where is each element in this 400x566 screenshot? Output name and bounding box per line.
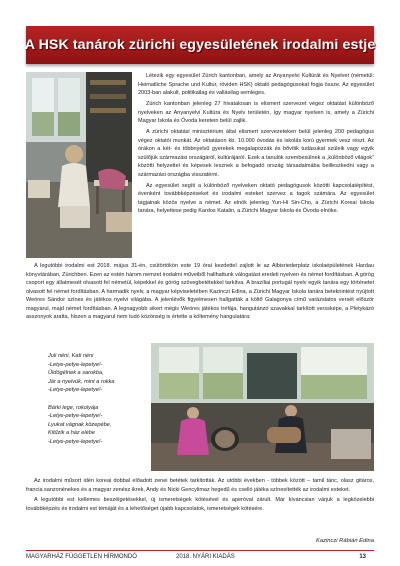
poem-excerpt (48, 352, 148, 447)
poem-line: Kitűzik a ház elébe (48, 430, 95, 437)
article-title-banner (26, 26, 374, 64)
page-footer (26, 550, 374, 563)
paragraph: A zürichi oktatási minisztérium által elismert szervezeteken belül jelenleg 200 pedagógus végez oktatói munkát. Az oktatáson kb. 10.000 óvodás és iskolás korú gyermek vesz részt. Az órákon a két- és többnyelvű gyerekek megalapozzák és bővítik tudásukat szüleik vagy egyik szülőjük származási országáról, kultúrájáról. Ezek a tanulók szembesülnek a „különböző világok” közötti helyzettel és képesek lesznek a befogadó ország társadalmába beilleszkedni vagy a származási országba visszatérni. (138, 129, 374, 178)
full-width-text (26, 262, 374, 322)
poem-line: -Letye-petye-lepetye!- (48, 387, 103, 394)
paragraph: Az irodalmi műsort idén koreai dobbal előadott zenei betétek tarkították. Az utóbbi években - többek között – tamil tánc, olasz gitáros, francia sanzonénekes és a magyar zenész ikrek, Andy és Nicki Gencylimaz hegedű és cselló játéka színesítették az irodalmi esteket. (26, 478, 374, 493)
poem-line: -Letye-petye-lepetye!- (48, 361, 103, 368)
poem-line: Bárki lege, rokolyája (48, 404, 99, 411)
poem-line: Jár a nyelvük, mint a rokka (48, 378, 115, 385)
author-signature: Kazinczi Rábián Edina (315, 538, 374, 544)
poem-stanza-gap (48, 395, 148, 404)
paragraph: Létezik egy egyesület Zürich kantonban, amely az Anyanyelvi Kultúrát és Nyelvet (németül: Heimatliche Sprache und Kultur, röviden HSK) oktató pedagógusokat fogja össze. Az egyesület 2003-ban alakult, politikailag és vallásilag semleges. (138, 73, 374, 96)
poem-line: Juli néni, Kati néni (48, 353, 94, 359)
paragraph: Zürich kantonban jelenleg 27 hivatalosan is elismert szervezet végez oktatást különböző nyelveken az Anyanyelvi Kultúra és Nyelv területén, így magyar nyelven is, amely a Zürichi Magyar Iskola és Óvoda keretein belül zajlik. (138, 101, 374, 124)
poem-line: Lyukat vágnak közepébe, (48, 421, 112, 428)
poem-line: Üldögélnek a sarokba, (48, 370, 104, 377)
poem-line: -Letye-petye-lepetye!- (48, 438, 103, 445)
page-number: 13 (359, 554, 366, 560)
photo-drum-performance (151, 343, 374, 471)
article-title: A HSK tanárok zürichi egyesületének irodalmi estje (24, 37, 376, 53)
photo-reading-woman (26, 72, 132, 258)
paragraph: A legutóbbi est kellemes beszélgetésekkel, új ismeretségek kötésével és aperóval zárult. Már kíváncsian várjuk a legközelebbi továbbképzés és irodalmi est témáját és a lehetőséget újabb kapcsolatok, ismeretségek kötésére. (26, 497, 374, 512)
paragraph: Az egyesület segíti a különböző nyelveken oktató pedagógusok közötti kapcsolatépítést, évenként továbbképzéseket és irodalmi esteket szervez a tagok számára. Az egyesület tagjainak közös nyelve a német. Az elnök jelenleg Yun-Hi Sin-Cho, a Zürichi Koreai Iskola tanára, helyettese pedig Kardos Katalin, a Zürichi Magyar Iskola és Óvoda elnöke. (138, 182, 374, 214)
issue-label: 2018. NYÁRI KIADÁS (176, 554, 235, 560)
paragraph: A legutóbbi irodalmi est 2018. május 31-én, csütörtökön este 19 órai kezdettel zajlott le az Albisriederplatz iskolaépületének Hardau könyvtárában, Zürichben. Ezen az estén három nemzet irodalmi műveiből hallhattunk válogatást eredeti nyelven és német fordításban. A görög csoport egy állatmesét olvasott fel németül, képekkel és görög szövegbetétekkel tarkítva. A brazíliai portugál nyelv egyik tanára egy történetet olvasott fel német fordításban. A harmadik nyelv, a magyar képviseletében Kazinczi Edina, a Zürichi Magyar Iskola tanára beteknintést nyújtott Weöres Sándor színes és játékos nyelvi világába. A jelenlévők figyelmesen hallgatták a költő Galagonya című varázslatos versét először magyarul, majd német fordításban. A legnagyobb sikert mégis Weöres játékos tréfája, hangutánzó szavakkal tarkított verssképe, a Pletykázó asszonyok aratta, hiszen a magyarul nem tudó közönség is értette a költemény hangulatára: (26, 263, 374, 320)
poem-line: -Letye-petye-lepetye!- (48, 413, 103, 420)
closing-text (26, 477, 374, 515)
right-column-text (138, 72, 374, 218)
publication-name: MAGYARHÁZ FÜGGETLEN HÍRMONDÓ (26, 554, 137, 560)
